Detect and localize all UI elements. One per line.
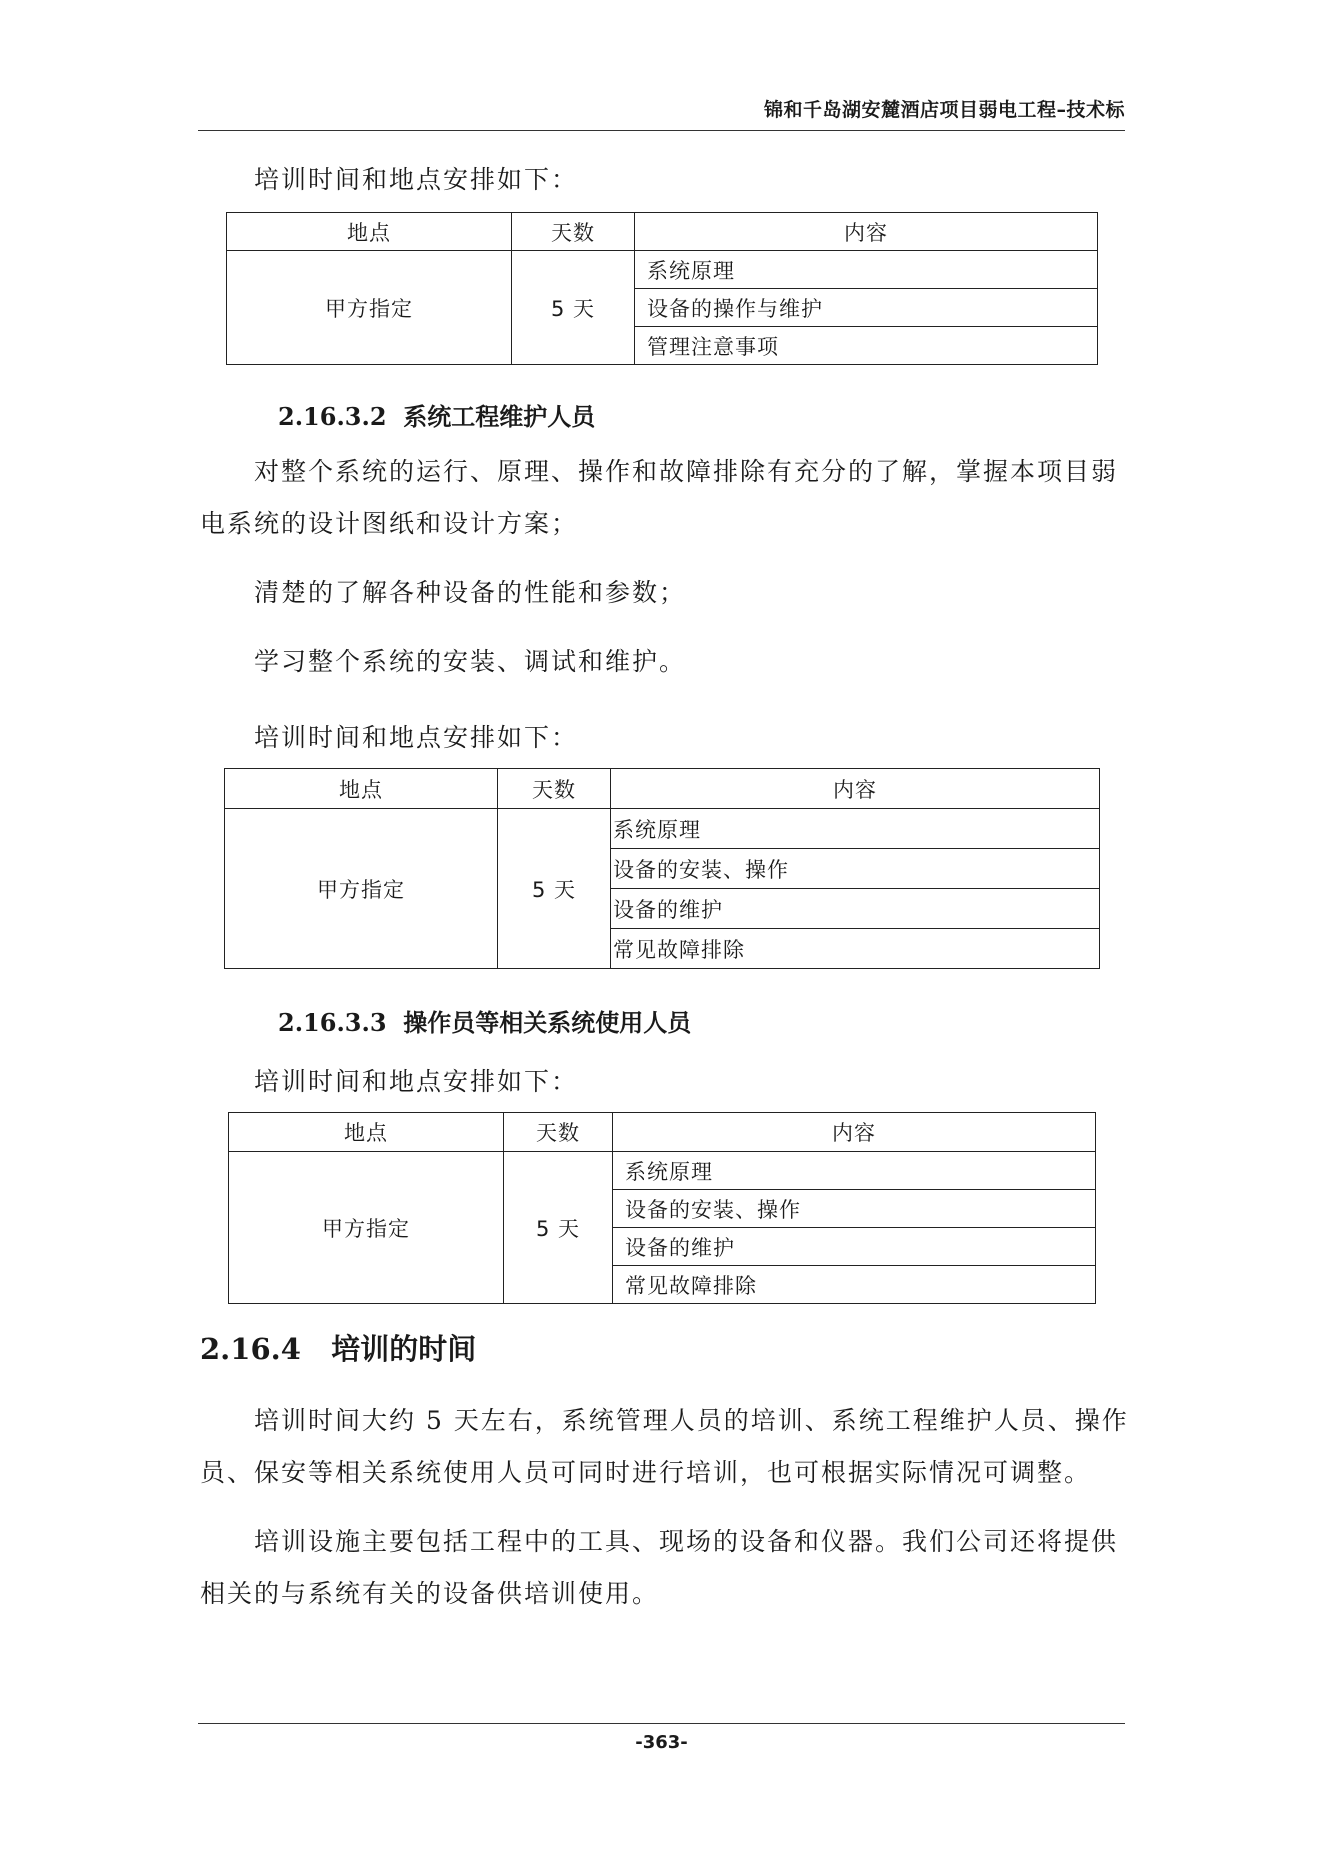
table-cell-location: 甲方指定 — [229, 1152, 504, 1304]
table-cell-content: 常见故障排除 — [611, 929, 1100, 969]
section-number: 2.16.3.2 — [278, 402, 387, 431]
table-cell-content: 设备的维护 — [611, 889, 1100, 929]
section-title: 系统工程维护人员 — [403, 402, 596, 431]
paragraph-line: 员、保安等相关系统使用人员可同时进行培训，也可根据实际情况可调整。 — [200, 1458, 1092, 1487]
table-cell-content: 管理注意事项 — [635, 327, 1098, 365]
paragraph-line: 电系统的设计图纸和设计方案； — [200, 509, 579, 538]
section-title: 操作员等相关系统使用人员 — [403, 1008, 692, 1037]
table-header-location: 地点 — [229, 1113, 504, 1152]
table-cell-content: 设备的维护 — [613, 1228, 1096, 1266]
paragraph: 学习整个系统的安装、调试和维护。 — [254, 647, 687, 676]
table-cell-days: 5 天 — [504, 1152, 613, 1304]
table-header-content: 内容 — [635, 213, 1098, 251]
paragraph: 清楚的了解各种设备的性能和参数； — [254, 578, 687, 607]
table-header-content: 内容 — [611, 769, 1100, 809]
table-cell-content: 系统原理 — [635, 251, 1098, 289]
schedule-table-2 — [224, 768, 1100, 969]
table-cell-location: 甲方指定 — [225, 809, 498, 969]
header-title: 锦和千岛湖安麓酒店项目弱电工程–技术标 — [763, 99, 1125, 121]
schedule-table-1 — [226, 212, 1098, 365]
table-cell-content: 系统原理 — [613, 1152, 1096, 1190]
paragraph-line: 培训时间大约 5 天左右，系统管理人员的培训、系统工程维护人员、操作 — [254, 1406, 1129, 1435]
table-header-location: 地点 — [227, 213, 512, 251]
table-header-content: 内容 — [613, 1113, 1096, 1152]
footer-divider — [198, 1723, 1125, 1724]
table-cell-content: 设备的安装、操作 — [611, 849, 1100, 889]
table-cell-location: 甲方指定 — [227, 251, 512, 365]
table-header-location: 地点 — [225, 769, 498, 809]
paragraph-line: 相关的与系统有关的设备供培训使用。 — [200, 1579, 660, 1608]
table-cell-days: 5 天 — [512, 251, 635, 365]
schedule-intro-1: 培训时间和地点安排如下： — [254, 165, 579, 194]
page-number: -363- — [635, 1732, 688, 1753]
section-number: 2.16.4 — [200, 1332, 301, 1366]
schedule-intro-3: 培训时间和地点安排如下： — [254, 1067, 579, 1096]
table-header-days: 天数 — [504, 1113, 613, 1152]
paragraph-line: 培训设施主要包括工程中的工具、现场的设备和仪器。我们公司还将提供 — [254, 1527, 1119, 1556]
table-cell-content: 设备的安装、操作 — [613, 1190, 1096, 1228]
schedule-intro-2: 培训时间和地点安排如下： — [254, 723, 579, 752]
table-header-days: 天数 — [512, 213, 635, 251]
section-heading-2-16-3-2 — [278, 397, 595, 432]
section-title: 培训的时间 — [331, 1332, 477, 1366]
header-divider — [198, 130, 1125, 131]
section-heading-2-16-3-3 — [278, 1003, 691, 1038]
section-number: 2.16.3.3 — [278, 1008, 387, 1037]
table-cell-content: 系统原理 — [611, 809, 1100, 849]
schedule-table-3 — [228, 1112, 1096, 1304]
table-cell-days: 5 天 — [498, 809, 611, 969]
table-header-days: 天数 — [498, 769, 611, 809]
section-heading-2-16-4 — [200, 1327, 476, 1368]
table-cell-content: 常见故障排除 — [613, 1266, 1096, 1304]
table-cell-content: 设备的操作与维护 — [635, 289, 1098, 327]
paragraph-line: 对整个系统的运行、原理、操作和故障排除有充分的了解，掌握本项目弱 — [254, 457, 1119, 486]
